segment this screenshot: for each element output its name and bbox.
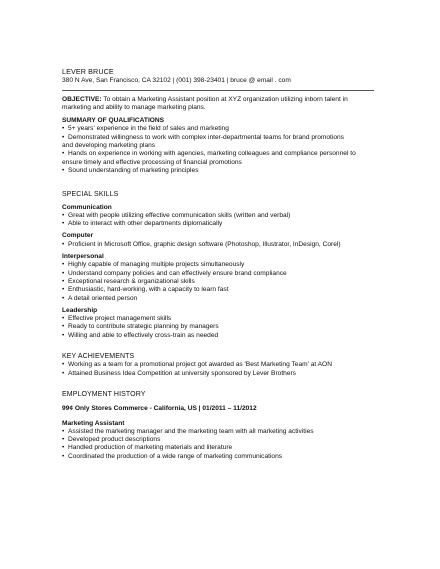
bullet-icon: •	[62, 166, 65, 174]
list-item	[62, 150, 400, 158]
bullet-icon: •	[62, 150, 65, 158]
list-item	[62, 125, 400, 133]
list-item-text: Understand company policies and can effectively ensure brand compliance	[68, 269, 287, 277]
list-item-text: Attained Business Idea Competition at university sponsored by Lever Brothers	[68, 369, 296, 377]
list-item	[62, 444, 400, 452]
contact-info: 380 N Ave, San Francisco, CA 32102 | (001) 398-23401 | bruce @ email . com	[62, 77, 291, 85]
list-item	[62, 261, 400, 269]
bullet-icon: •	[62, 331, 65, 339]
skills-heading: SPECIAL SKILLS	[62, 191, 119, 199]
skill-list-computer	[62, 241, 400, 249]
list-item	[62, 332, 400, 340]
list-item-text: Developed product descriptions	[68, 436, 161, 444]
list-item-text: Assisted the marketing manager and the marketing team with all marketing activities	[68, 427, 314, 435]
list-item	[62, 220, 400, 228]
list-item-continuation: ensure timely and effective processing of financial promotions	[62, 158, 242, 166]
bullet-icon: •	[62, 269, 65, 277]
list-item	[62, 315, 400, 323]
achievements-heading: KEY ACHIEVEMENTS	[62, 353, 135, 361]
list-item-text: 5+ years' experience in the field of sales and marketing	[68, 125, 229, 133]
list-item	[62, 436, 400, 444]
bullet-icon: •	[62, 427, 65, 435]
list-item-text: Highly capable of managing multiple projects simultaneously	[68, 261, 245, 269]
list-item	[62, 134, 400, 142]
employment-heading: EMPLOYMENT HISTORY	[62, 390, 146, 398]
list-item-text: Ready to contribute strategic planning by managers	[68, 323, 219, 331]
list-item	[62, 167, 400, 175]
skill-list-leadership	[62, 315, 400, 340]
bullet-icon: •	[62, 211, 65, 219]
bullet-icon: •	[62, 220, 65, 228]
list-item-text: Proficient in Microsoft Office, graphic design software (Photoshop, Illustrator, InDesign, Corel)	[68, 240, 341, 248]
list-item	[62, 241, 400, 249]
list-item	[62, 212, 400, 220]
list-item-text: Able to interact with other departments diplomatically	[68, 220, 223, 228]
list-item-text: A detail oriented person	[68, 294, 138, 302]
skill-group-leadership: Leadership	[62, 306, 98, 314]
skill-group-interpersonal: Interpersonal	[62, 253, 104, 261]
bullet-icon: •	[62, 323, 65, 331]
skill-group-computer: Computer	[62, 232, 94, 240]
objective-text-1: To obtain a Marketing Assistant position at XYZ organization utilizing inborn talent in	[101, 95, 348, 103]
achievements-list	[62, 361, 400, 378]
list-item	[62, 295, 400, 303]
employer-line: 99¢ Only Stores Commerce - California, US | 01/2011 – 11/2012	[62, 405, 257, 413]
list-item-text: Willing and able to effectively cross-train as needed	[68, 331, 219, 339]
list-item-text: Demonstrated willingness to work with complex inter-departmental teams for brand promotions	[68, 133, 344, 141]
qualifications-heading: SUMMARY OF QUALIFICATIONS	[62, 117, 165, 125]
list-item-text: Hands on experience in working with agencies, marketing colleagues and compliance personnel to	[68, 150, 356, 158]
bullet-icon: •	[62, 369, 65, 377]
job-title: Marketing Assistant	[62, 419, 125, 427]
list-item	[62, 453, 400, 461]
objective-text-2: marketing and ability to manage marketing plans.	[62, 103, 206, 111]
skill-group-communication: Communication	[62, 203, 112, 211]
qualifications-list	[62, 125, 400, 175]
list-item	[62, 278, 400, 286]
list-item	[62, 270, 400, 278]
bullet-icon: •	[62, 294, 65, 302]
bullet-icon: •	[62, 444, 65, 452]
list-item-text: Effective project management skills	[68, 315, 172, 323]
list-item-text: Sound understanding of marketing principles	[68, 166, 199, 174]
bullet-icon: •	[62, 277, 65, 285]
header-divider	[62, 90, 374, 91]
bullet-icon: •	[62, 452, 65, 460]
bullet-icon: •	[62, 436, 65, 444]
employment-list	[62, 428, 400, 461]
list-item-text: Coordinated the production of a wide range of marketing communications	[68, 452, 283, 460]
list-item	[62, 286, 400, 294]
bullet-icon: •	[62, 315, 65, 323]
list-item	[62, 361, 400, 369]
skill-list-communication	[62, 212, 400, 229]
list-item-text: Exceptional research & organizational skills	[68, 277, 195, 285]
list-item-text: Handled production of marketing materials and literature	[68, 444, 233, 452]
objective-label: OBJECTIVE:	[62, 95, 102, 103]
list-item-text: Great with people utilizing effective communication skills (written and verbal)	[68, 211, 291, 219]
list-item-text: Enthusiastic, hard-working, with a capacity to learn fast	[68, 286, 229, 294]
applicant-name: LEVER BRUCE	[62, 67, 114, 76]
list-item-continuation: and developing marketing plans	[62, 142, 156, 150]
bullet-icon: •	[62, 133, 65, 141]
bullet-icon: •	[62, 240, 65, 248]
bullet-icon: •	[62, 286, 65, 294]
bullet-icon: •	[62, 125, 65, 133]
bullet-icon: •	[62, 261, 65, 269]
skill-list-interpersonal	[62, 261, 400, 302]
objective-line-1	[62, 96, 400, 104]
list-item-text: Working as a team for a promotional project got awarded as 'Best Marketing Team' at AON	[68, 361, 332, 369]
bullet-icon: •	[62, 361, 65, 369]
list-item	[62, 323, 400, 331]
list-item	[62, 428, 400, 436]
list-item	[62, 370, 400, 378]
